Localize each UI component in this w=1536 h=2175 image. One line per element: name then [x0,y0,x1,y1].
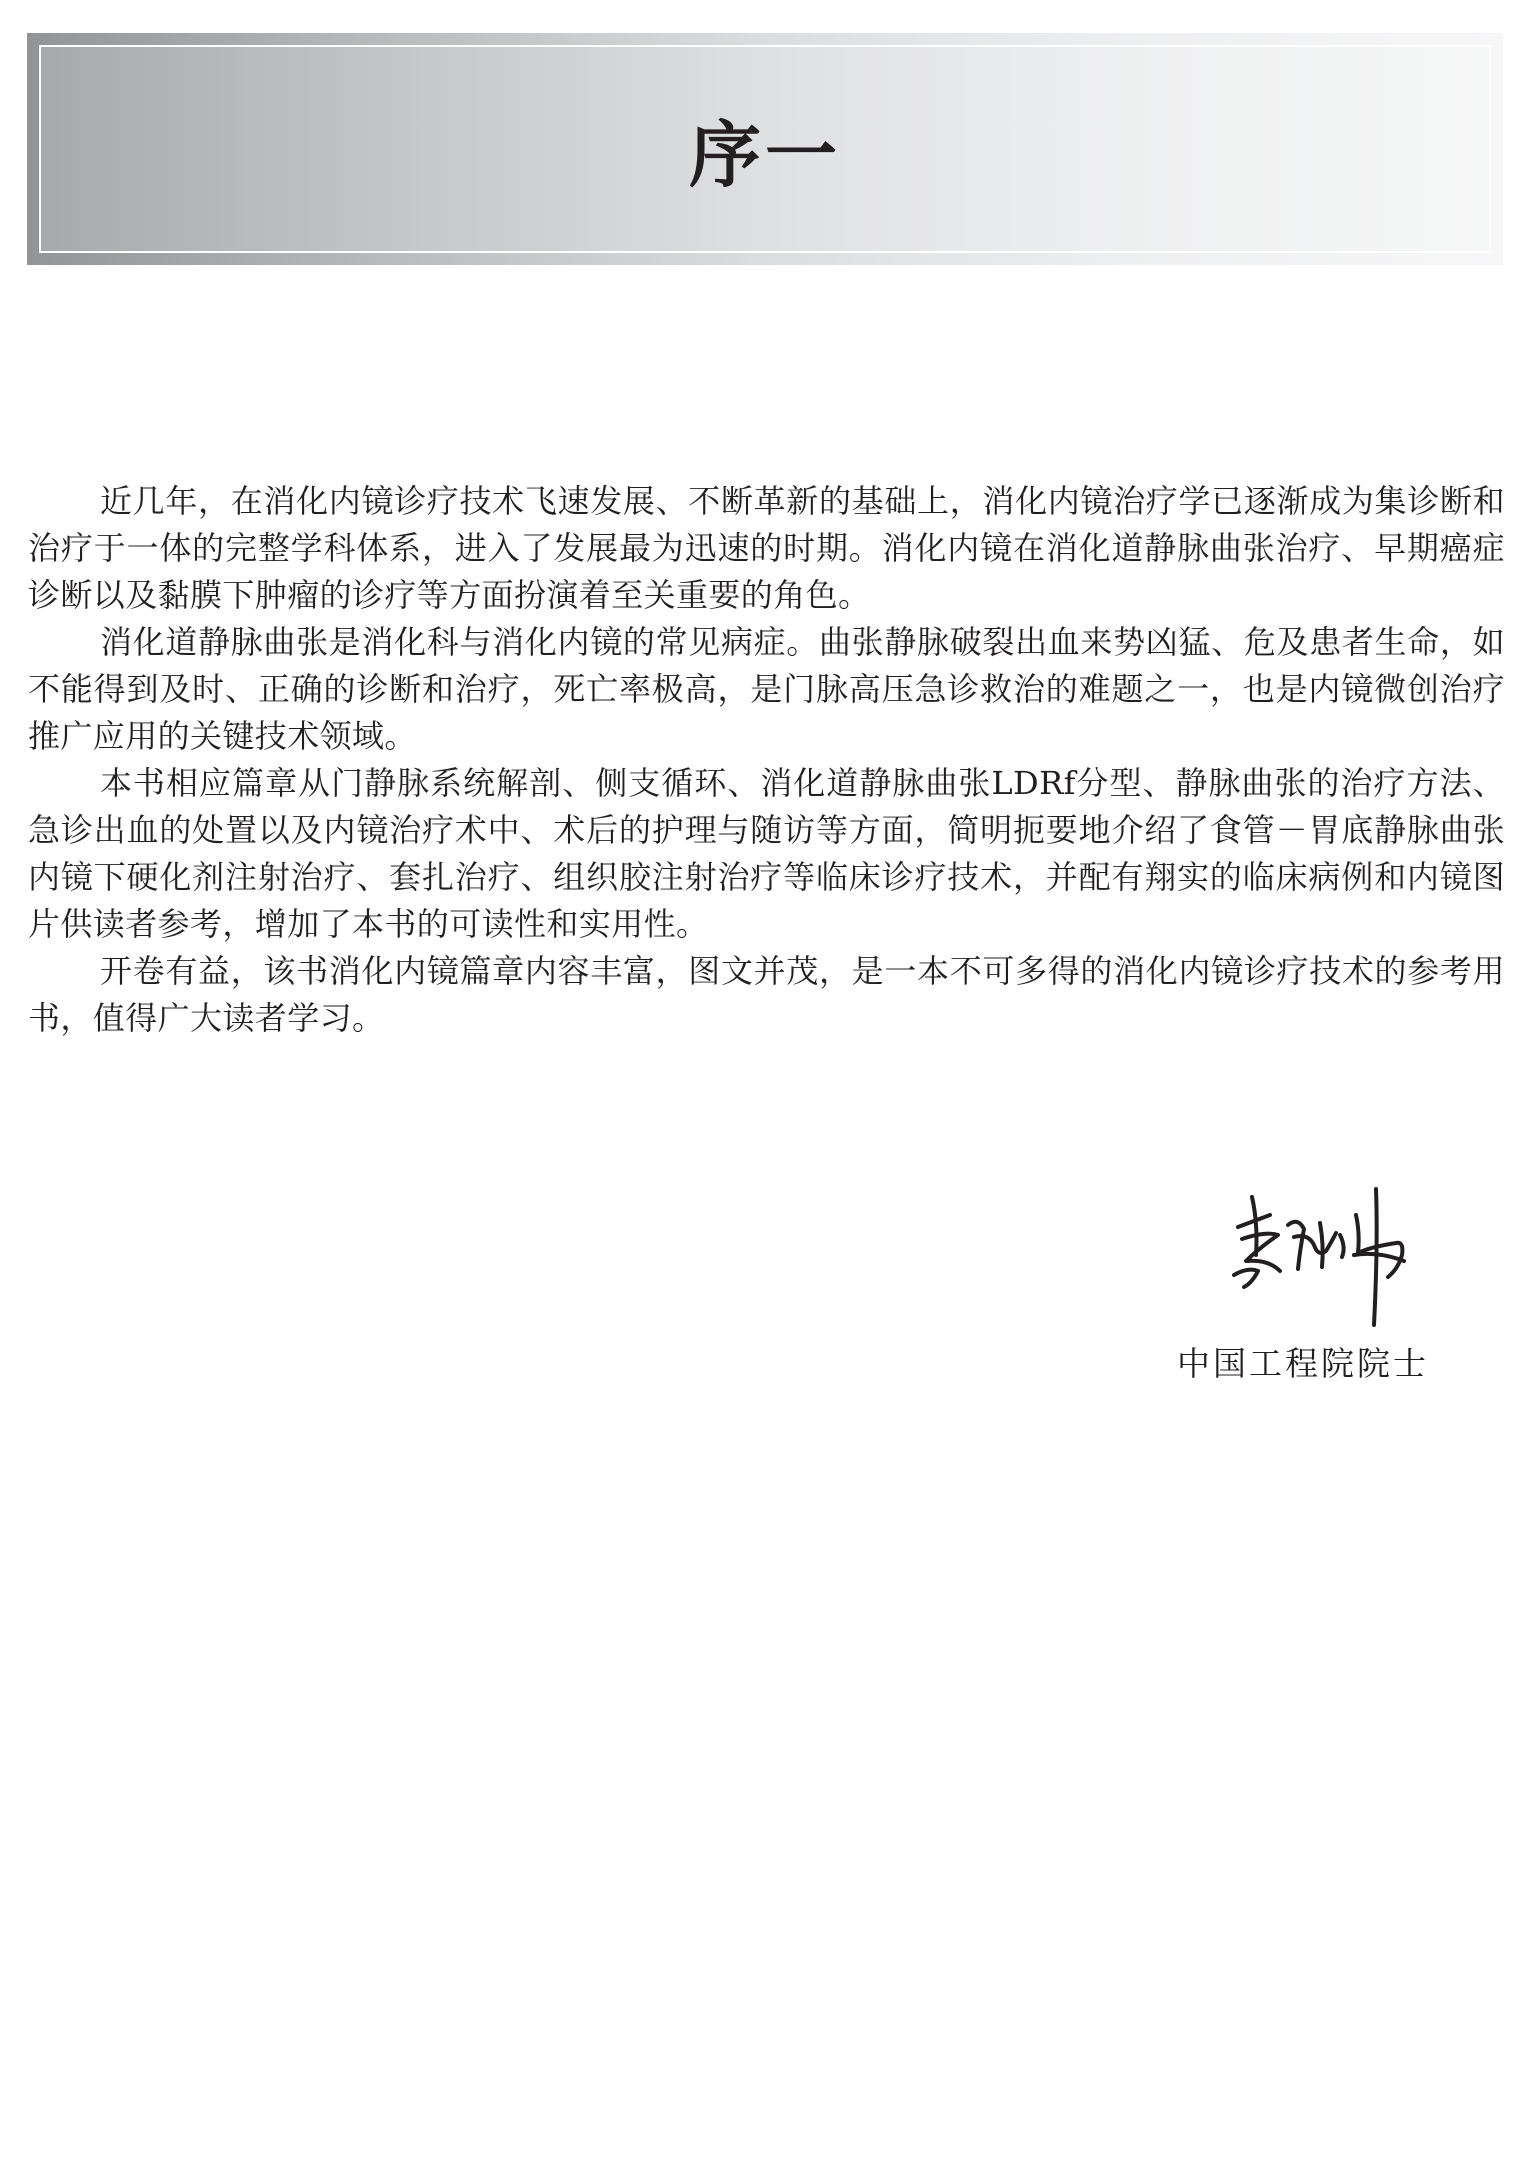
handwritten-signature [1228,1175,1438,1335]
title-banner [27,33,1503,265]
paragraph-4: 开卷有益，该书消化内镜篇章内容丰富，图文并茂，是一本不可多得的消化内镜诊疗技术的参考用书，值得广大读者学习。 [28,952,1505,1037]
paragraph-2: 消化道静脉曲张是消化科与消化内镜的常见病症。曲张静脉破裂出血来势凶猛、危及患者生命，如不能得到及时、正确的诊断和治疗，死亡率极高，是门脉高压急诊救治的难题之一，也是内镜微创治疗推广应用的关键技术领域。 [28,623,1505,755]
title-banner-inner [39,45,1491,253]
signer-title: 中国工程院院士 [1177,1344,1429,1383]
page-title: 序一 [688,113,841,197]
preface-body [28,478,1505,1042]
paragraph-3: 本书相应篇章从门静脉系统解剖、侧支循环、消化道静脉曲张LDRf分型、静脉曲张的治疗方法、急诊出血的处置以及内镜治疗术中、术后的护理与随访等方面，简明扼要地介绍了食管－胃底静脉曲张内镜下硬化剂注射治疗、套扎治疗、组织胶注射治疗等临床诊疗技术，并配有翔实的临床病例和内镜图片供读者参考，增加了本书的可读性和实用性。 [28,764,1505,943]
paragraph-1: 近几年，在消化内镜诊疗技术飞速发展、不断革新的基础上，消化内镜治疗学已逐渐成为集诊断和治疗于一体的完整学科体系，进入了发展最为迅速的时期。消化内镜在消化道静脉曲张治疗、早期癌症诊断以及黏膜下肿瘤的诊疗等方面扮演着至关重要的角色。 [28,482,1505,614]
